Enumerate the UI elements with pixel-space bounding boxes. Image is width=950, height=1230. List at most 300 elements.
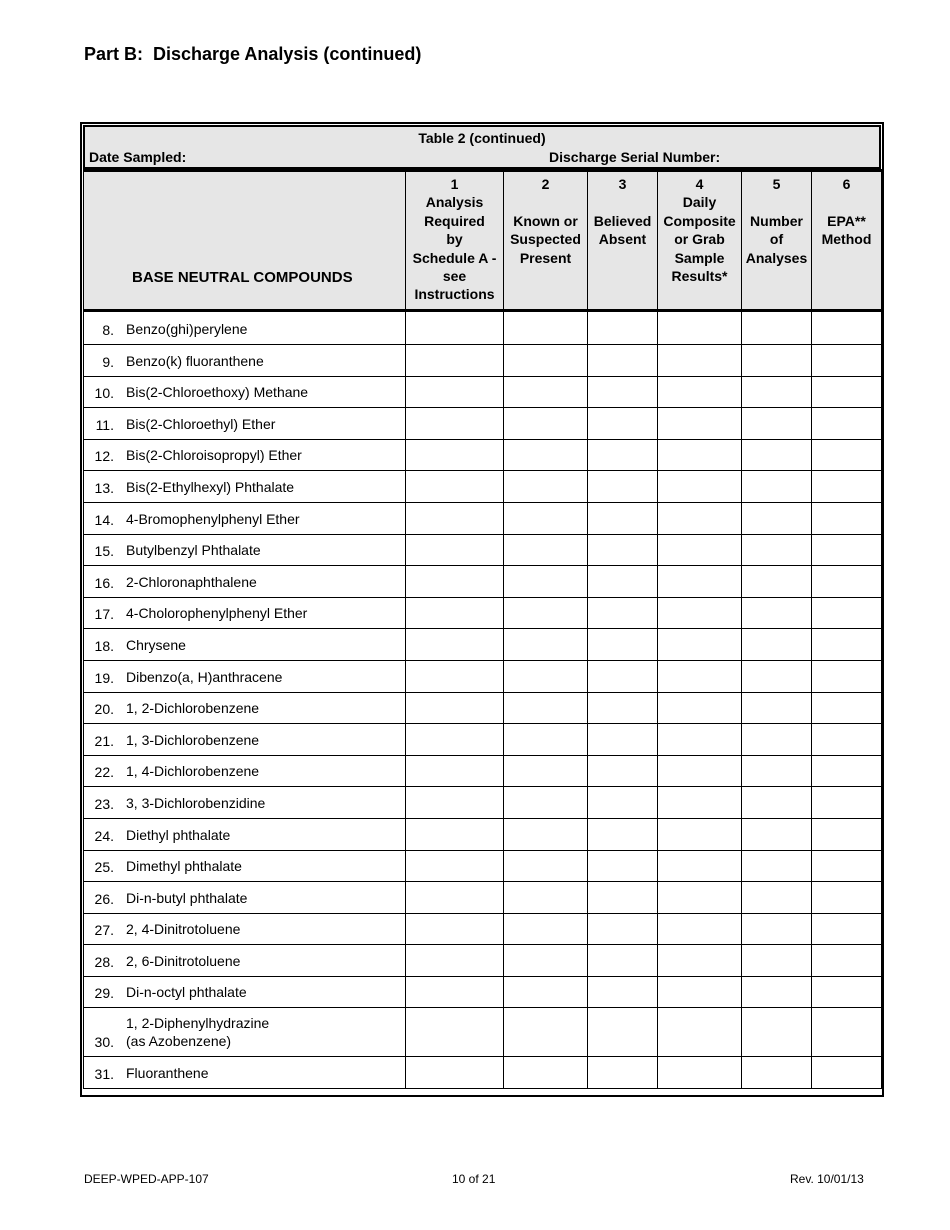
compound-name: 4-Bromophenylphenyl Ether — [126, 510, 300, 527]
compound-label — [84, 415, 405, 439]
entry-cell-col-4[interactable] — [658, 629, 742, 661]
form-id: DEEP-WPED-APP-107 — [84, 1172, 209, 1186]
entry-cell-col-4[interactable] — [658, 534, 742, 566]
row-number: 11. — [95, 416, 114, 433]
entry-cell-col-5[interactable] — [742, 660, 812, 692]
row-number: 19. — [94, 669, 114, 686]
table-row — [84, 692, 882, 724]
entry-cell-col-3[interactable] — [588, 882, 658, 914]
compound-name-cell — [84, 1057, 406, 1089]
column-label-line: EPA** — [827, 212, 866, 229]
entry-cell-col-5[interactable] — [742, 597, 812, 629]
compound-name-cell — [84, 850, 406, 882]
entry-cell-col-4[interactable] — [658, 724, 742, 756]
compound-name: 1, 2-Diphenylhydrazine (as Azobenzene) — [126, 1015, 270, 1050]
entry-cell-col-3[interactable] — [588, 345, 658, 377]
entry-cell-col-3[interactable] — [588, 1057, 658, 1089]
entry-cell-col-4[interactable] — [658, 818, 742, 850]
entry-cell-col-6[interactable] — [812, 629, 882, 661]
row-number: 14. — [94, 511, 114, 528]
entry-cell-col-4[interactable] — [658, 345, 742, 377]
entry-cell-col-5[interactable] — [742, 755, 812, 787]
entry-cell-col-1[interactable] — [406, 692, 504, 724]
entry-cell-col-6[interactable] — [812, 724, 882, 756]
column-number: 5 — [772, 176, 781, 192]
entry-cell-col-4[interactable] — [658, 1008, 742, 1057]
compound-name: 2-Chloronaphthalene — [126, 573, 257, 590]
entry-cell-col-3[interactable] — [588, 408, 658, 440]
row-number: 29. — [94, 985, 114, 1002]
compound-name: 1, 4-Dichlorobenzene — [126, 763, 260, 780]
column-header-5 — [742, 171, 812, 311]
table-row — [84, 534, 882, 566]
column-number: 4 — [695, 176, 704, 192]
column-label-line: see — [442, 268, 467, 285]
table-row — [84, 660, 882, 692]
entry-cell-col-6[interactable] — [812, 311, 882, 345]
entry-cell-col-6[interactable] — [812, 566, 882, 598]
compound-name-cell — [84, 945, 406, 977]
entry-cell-col-6[interactable] — [812, 376, 882, 408]
entry-cell-col-2[interactable] — [504, 566, 588, 598]
entry-cell-col-1[interactable] — [406, 471, 504, 503]
compound-label — [84, 604, 405, 628]
compound-label — [84, 983, 405, 1007]
entry-cell-col-2[interactable] — [504, 976, 588, 1008]
entry-cell-col-2[interactable] — [504, 787, 588, 819]
entry-cell-col-4[interactable] — [658, 566, 742, 598]
row-number: 21. — [94, 732, 114, 749]
compound-name-cell — [84, 976, 406, 1008]
entry-cell-col-2[interactable] — [504, 597, 588, 629]
entry-cell-col-3[interactable] — [588, 597, 658, 629]
entry-cell-col-3[interactable] — [588, 629, 658, 661]
column-label-line — [742, 193, 811, 211]
entry-cell-col-6[interactable] — [812, 597, 882, 629]
table-title: Table 2 (continued) — [418, 130, 546, 146]
entry-cell-col-1[interactable] — [406, 945, 504, 977]
entry-cell-col-5[interactable] — [742, 818, 812, 850]
table-row — [84, 1057, 882, 1089]
entry-cell-col-1[interactable] — [406, 1008, 504, 1057]
row-number: 31. — [94, 1066, 114, 1083]
entry-cell-col-3[interactable] — [588, 692, 658, 724]
entry-cell-col-6[interactable] — [812, 1057, 882, 1089]
compound-name-cell — [84, 345, 406, 377]
entry-cell-col-2[interactable] — [504, 502, 588, 534]
entry-cell-col-5[interactable] — [742, 376, 812, 408]
entry-cell-col-4[interactable] — [658, 913, 742, 945]
entry-cell-col-6[interactable] — [812, 471, 882, 503]
entry-cell-col-3[interactable] — [588, 850, 658, 882]
row-number: 13. — [94, 479, 114, 496]
entry-cell-col-5[interactable] — [742, 471, 812, 503]
entry-cell-col-4[interactable] — [658, 376, 742, 408]
page-number: 10 of 21 — [452, 1172, 496, 1186]
compound-label — [84, 794, 405, 818]
compound-name: Benzo(k) fluoranthene — [126, 352, 264, 369]
column-label-line: or Grab — [674, 231, 725, 248]
row-number: 20. — [94, 701, 114, 718]
compound-name: Dimethyl phthalate — [126, 858, 242, 875]
entry-cell-col-6[interactable] — [812, 660, 882, 692]
entry-cell-col-5[interactable] — [742, 345, 812, 377]
table-row — [84, 408, 882, 440]
entry-cell-col-3[interactable] — [588, 755, 658, 787]
compound-name-cell — [84, 629, 406, 661]
entry-cell-col-5[interactable] — [742, 1008, 812, 1057]
column-label-line: of — [769, 231, 784, 248]
column-label-line: Analyses — [745, 249, 808, 266]
compound-name-cell — [84, 692, 406, 724]
table-row — [84, 1008, 882, 1057]
page-title: Part B: Discharge Analysis (continued) — [84, 44, 422, 64]
compound-label — [84, 857, 405, 881]
entry-cell-col-3[interactable] — [588, 818, 658, 850]
compound-label — [84, 510, 405, 534]
entry-cell-col-2[interactable] — [504, 913, 588, 945]
table-row — [84, 311, 882, 345]
entry-cell-col-5[interactable] — [742, 502, 812, 534]
column-label-line: Suspected — [510, 231, 581, 248]
entry-cell-col-5[interactable] — [742, 945, 812, 977]
compound-label — [84, 1064, 405, 1088]
compound-name: 1, 3-Dichlorobenzene — [126, 731, 260, 748]
entry-cell-col-6[interactable] — [812, 787, 882, 819]
entry-cell-col-2[interactable] — [504, 724, 588, 756]
entry-cell-col-2[interactable] — [504, 1008, 588, 1057]
compound-name-cell — [84, 787, 406, 819]
column-number: 2 — [541, 176, 550, 192]
compound-label — [84, 352, 405, 376]
entry-cell-col-4[interactable] — [658, 660, 742, 692]
entry-cell-col-6[interactable] — [812, 818, 882, 850]
entry-cell-col-6[interactable] — [812, 408, 882, 440]
table-row — [84, 724, 882, 756]
entry-cell-col-3[interactable] — [588, 724, 658, 756]
entry-cell-col-1[interactable] — [406, 311, 504, 345]
column-label-line — [588, 193, 657, 211]
row-number: 30. — [94, 1034, 114, 1051]
row-number: 22. — [94, 764, 114, 781]
entry-cell-col-3[interactable] — [588, 471, 658, 503]
entry-cell-col-6[interactable] — [812, 755, 882, 787]
entry-cell-col-4[interactable] — [658, 597, 742, 629]
compound-name: Chrysene — [126, 636, 186, 653]
entry-cell-col-5[interactable] — [742, 1057, 812, 1089]
table-row — [84, 345, 882, 377]
compound-name-cell — [84, 408, 406, 440]
compound-name-cell — [84, 566, 406, 598]
entry-cell-col-3[interactable] — [588, 376, 658, 408]
table-row — [84, 597, 882, 629]
entry-cell-col-5[interactable] — [742, 534, 812, 566]
entry-cell-col-6[interactable] — [812, 850, 882, 882]
entry-cell-col-2[interactable] — [504, 471, 588, 503]
entry-cell-col-6[interactable] — [812, 882, 882, 914]
entry-cell-col-4[interactable] — [658, 976, 742, 1008]
entry-cell-col-1[interactable] — [406, 376, 504, 408]
entry-cell-col-1[interactable] — [406, 660, 504, 692]
entry-cell-col-2[interactable] — [504, 692, 588, 724]
table-row — [84, 439, 882, 471]
compound-label — [84, 699, 405, 723]
entry-cell-col-5[interactable] — [742, 629, 812, 661]
entry-cell-col-5[interactable] — [742, 882, 812, 914]
row-number: 17. — [94, 606, 114, 623]
table-row — [84, 882, 882, 914]
compound-label — [84, 826, 405, 850]
table-row — [84, 471, 882, 503]
entry-cell-col-4[interactable] — [658, 502, 742, 534]
entry-cell-col-1[interactable] — [406, 439, 504, 471]
entry-cell-col-2[interactable] — [504, 629, 588, 661]
entry-cell-col-6[interactable] — [812, 1008, 882, 1057]
row-number: 16. — [94, 574, 114, 591]
table-row — [84, 787, 882, 819]
entry-cell-col-2[interactable] — [504, 882, 588, 914]
entry-cell-col-4[interactable] — [658, 1057, 742, 1089]
compound-label — [84, 320, 405, 344]
column-label-line: Present — [519, 249, 572, 266]
entry-cell-col-4[interactable] — [658, 408, 742, 440]
column-label-line — [812, 193, 881, 211]
entry-cell-col-4[interactable] — [658, 692, 742, 724]
entry-cell-col-2[interactable] — [504, 534, 588, 566]
entry-cell-col-3[interactable] — [588, 913, 658, 945]
entry-cell-col-2[interactable] — [504, 311, 588, 345]
entry-cell-col-5[interactable] — [742, 311, 812, 345]
compound-name: 1, 2-Dichlorobenzene — [126, 700, 260, 717]
entry-cell-col-1[interactable] — [406, 534, 504, 566]
entry-cell-col-4[interactable] — [658, 882, 742, 914]
entry-cell-col-1[interactable] — [406, 882, 504, 914]
compound-name-cell — [84, 471, 406, 503]
table-header-top — [83, 125, 881, 169]
entry-cell-col-2[interactable] — [504, 1057, 588, 1089]
compound-name: Fluoranthene — [126, 1065, 209, 1082]
column-label-line: Method — [821, 231, 872, 248]
entry-cell-col-2[interactable] — [504, 660, 588, 692]
entry-cell-col-6[interactable] — [812, 439, 882, 471]
table-row — [84, 376, 882, 408]
compound-name: Bis(2-Ethylhexyl) Phthalate — [126, 478, 295, 495]
compound-name: 4-Cholorophenylphenyl Ether — [126, 605, 308, 622]
column-label-line: Schedule A - — [412, 249, 497, 266]
entry-cell-col-1[interactable] — [406, 850, 504, 882]
column-label-line — [504, 193, 587, 211]
entry-cell-col-2[interactable] — [504, 408, 588, 440]
compound-label — [84, 762, 405, 786]
entry-cell-col-4[interactable] — [658, 755, 742, 787]
column-label-line: Results* — [671, 268, 728, 285]
row-number: 8. — [102, 322, 114, 338]
entry-cell-col-4[interactable] — [658, 850, 742, 882]
entry-cell-col-2[interactable] — [504, 850, 588, 882]
column-header-2 — [504, 171, 588, 311]
entry-cell-col-3[interactable] — [588, 439, 658, 471]
table-row — [84, 629, 882, 661]
entry-cell-col-1[interactable] — [406, 629, 504, 661]
entry-cell-col-3[interactable] — [588, 945, 658, 977]
compound-label — [84, 1014, 405, 1056]
compound-name-cell — [84, 660, 406, 692]
compound-name-cell — [84, 913, 406, 945]
entry-cell-col-6[interactable] — [812, 692, 882, 724]
entry-cell-col-5[interactable] — [742, 913, 812, 945]
compound-label — [84, 920, 405, 944]
column-label-line: Absent — [598, 231, 647, 248]
entry-cell-col-4[interactable] — [658, 787, 742, 819]
compound-label — [84, 541, 405, 565]
entry-cell-col-4[interactable] — [658, 311, 742, 345]
compound-name-cell — [84, 755, 406, 787]
column-header-1 — [406, 171, 504, 311]
entry-cell-col-2[interactable] — [504, 818, 588, 850]
entry-cell-col-2[interactable] — [504, 755, 588, 787]
entry-cell-col-3[interactable] — [588, 502, 658, 534]
compound-name: Bis(2-Chloroethyl) Ether — [126, 415, 276, 432]
compound-rows — [84, 311, 882, 1089]
compound-name-cell — [84, 597, 406, 629]
column-label-line: Required — [424, 212, 485, 229]
row-number: 26. — [94, 890, 114, 907]
column-number: 6 — [842, 176, 851, 192]
column-label-line: Daily — [682, 194, 717, 211]
compound-name: Butylbenzyl Phthalate — [126, 542, 261, 559]
column-number: 3 — [618, 176, 627, 192]
date-sampled-label: Date Sampled: — [89, 149, 187, 165]
entry-cell-col-6[interactable] — [812, 913, 882, 945]
row-number: 25. — [94, 859, 114, 876]
row-number: 23. — [94, 795, 114, 812]
entry-cell-col-5[interactable] — [742, 850, 812, 882]
column-label-line: Believed — [593, 212, 652, 229]
column-label-line: Analysis — [425, 194, 484, 211]
entry-cell-col-5[interactable] — [742, 692, 812, 724]
compound-label — [84, 668, 405, 692]
column-label-line: Number — [750, 212, 803, 229]
compound-name: Di-n-butyl phthalate — [126, 889, 248, 906]
table-row — [84, 818, 882, 850]
compound-label — [84, 573, 405, 597]
row-number: 10. — [94, 385, 114, 402]
compound-name: Diethyl phthalate — [126, 826, 231, 843]
entry-cell-col-3[interactable] — [588, 534, 658, 566]
row-number: 9. — [102, 353, 114, 370]
column-header-3 — [588, 171, 658, 311]
discharge-serial-label: Discharge Serial Number: — [549, 149, 721, 165]
entry-cell-col-1[interactable] — [406, 724, 504, 756]
compound-name: 2, 4-Dinitrotoluene — [126, 921, 241, 938]
column-label-line: Sample — [674, 249, 725, 266]
entry-cell-col-3[interactable] — [588, 1008, 658, 1057]
entry-cell-col-1[interactable] — [406, 755, 504, 787]
entry-cell-col-1[interactable] — [406, 502, 504, 534]
compound-name-cell — [84, 882, 406, 914]
entry-cell-col-1[interactable] — [406, 976, 504, 1008]
table-row — [84, 755, 882, 787]
entry-cell-col-6[interactable] — [812, 502, 882, 534]
compound-label — [84, 383, 405, 407]
entry-cell-col-3[interactable] — [588, 976, 658, 1008]
compound-label — [84, 446, 405, 470]
entry-cell-col-5[interactable] — [742, 566, 812, 598]
entry-cell-col-1[interactable] — [406, 597, 504, 629]
compound-name: Di-n-octyl phthalate — [126, 984, 247, 1001]
entry-cell-col-1[interactable] — [406, 1057, 504, 1089]
column-label-line: Known or — [513, 212, 578, 229]
entry-cell-col-2[interactable] — [504, 439, 588, 471]
entry-cell-col-6[interactable] — [812, 534, 882, 566]
compound-name-cell — [84, 1008, 406, 1057]
entry-cell-col-5[interactable] — [742, 408, 812, 440]
compound-label — [84, 889, 405, 913]
entry-cell-col-1[interactable] — [406, 345, 504, 377]
entry-cell-col-4[interactable] — [658, 439, 742, 471]
entry-cell-col-2[interactable] — [504, 945, 588, 977]
entry-cell-col-1[interactable] — [406, 913, 504, 945]
entry-cell-col-1[interactable] — [406, 566, 504, 598]
column-label-line: Composite — [663, 212, 736, 229]
compound-name: Dibenzo(a, H)anthracene — [126, 668, 283, 685]
entry-cell-col-1[interactable] — [406, 787, 504, 819]
entry-cell-col-3[interactable] — [588, 566, 658, 598]
entry-cell-col-6[interactable] — [812, 976, 882, 1008]
entry-cell-col-6[interactable] — [812, 945, 882, 977]
entry-cell-col-4[interactable] — [658, 945, 742, 977]
entry-cell-col-2[interactable] — [504, 345, 588, 377]
column-label-line: Instructions — [414, 286, 495, 303]
entry-cell-col-1[interactable] — [406, 818, 504, 850]
column-label-line: by — [446, 231, 463, 248]
base-neutral-compounds-header: BASE NEUTRAL COMPOUNDS — [84, 171, 406, 311]
entry-cell-col-5[interactable] — [742, 976, 812, 1008]
entry-cell-col-6[interactable] — [812, 345, 882, 377]
compound-name-cell — [84, 502, 406, 534]
row-number: 18. — [94, 637, 114, 654]
column-header-6 — [812, 171, 882, 311]
row-number: 24. — [94, 827, 114, 844]
compound-name-cell — [84, 439, 406, 471]
column-header-row — [84, 171, 882, 311]
entry-cell-col-5[interactable] — [742, 724, 812, 756]
table-row — [84, 913, 882, 945]
compound-name-cell — [84, 376, 406, 408]
entry-cell-col-5[interactable] — [742, 439, 812, 471]
entry-cell-col-5[interactable] — [742, 787, 812, 819]
row-number: 12. — [94, 448, 114, 465]
entry-cell-col-4[interactable] — [658, 471, 742, 503]
entry-cell-col-2[interactable] — [504, 376, 588, 408]
compound-name-cell — [84, 534, 406, 566]
table-row — [84, 976, 882, 1008]
compound-label — [84, 478, 405, 502]
row-number: 28. — [94, 953, 114, 970]
compound-label — [84, 952, 405, 976]
compound-name-cell — [84, 724, 406, 756]
entry-cell-col-3[interactable] — [588, 311, 658, 345]
compound-name: 2, 6-Dinitrotoluene — [126, 952, 241, 969]
entry-cell-col-3[interactable] — [588, 787, 658, 819]
compound-name: Benzo(ghi)perylene — [126, 321, 248, 337]
row-number: 27. — [94, 922, 114, 939]
column-number: 1 — [450, 176, 459, 192]
entry-cell-col-3[interactable] — [588, 660, 658, 692]
table-row — [84, 850, 882, 882]
table-row — [84, 502, 882, 534]
entry-cell-col-1[interactable] — [406, 408, 504, 440]
